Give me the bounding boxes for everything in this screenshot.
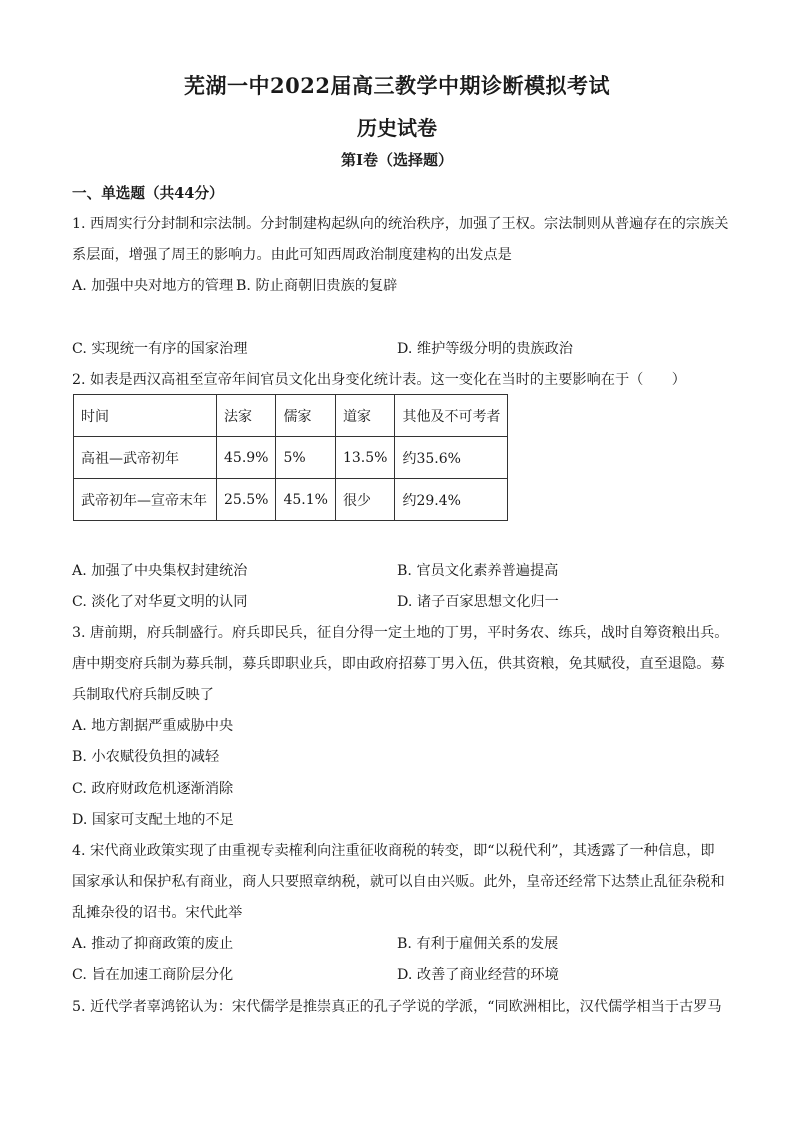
table-header-cell: 道家 bbox=[335, 395, 394, 437]
q3-stem-line-3: 兵制取代府兵制反映了 bbox=[72, 687, 214, 703]
q2-option-c: C. 淡化了对华夏文明的认同 bbox=[72, 594, 248, 610]
table-cell: 高祖—武帝初年 bbox=[74, 437, 217, 479]
q2-stem: 2. 如表是西汉高祖至宣帝年间官员文化出身变化统计表。这一变化在当时的主要影响在于（ ） bbox=[72, 372, 686, 388]
q3-stem-line-2: 唐中期变府兵制为募兵制，募兵即职业兵，即由政府招募丁男入伍，供其资粮，免其赋役，直至退隐。募 bbox=[72, 656, 725, 672]
subject-title: 历史试卷 bbox=[357, 116, 437, 140]
q1-stem-line-2: 系层面，增强了周王的影响力。由此可知西周政治制度建构的出发点是 bbox=[72, 247, 512, 263]
q4-option-a: A. 推动了抑商政策的废止 bbox=[72, 936, 234, 952]
table-cell: 武帝初年—宣帝末年 bbox=[74, 479, 217, 521]
q3-stem-line-1: 3. 唐前期，府兵制盛行。府兵即民兵，征自分得一定土地的丁男，平时务农、练兵，战时自筹资粮出兵。 bbox=[72, 625, 729, 641]
q1-option-a: A. 加强中央对地方的管理 bbox=[72, 278, 234, 294]
table-header-cell: 时间 bbox=[74, 395, 217, 437]
table-header-cell: 法家 bbox=[217, 395, 276, 437]
q1-option-d: D. 维护等级分明的贵族政治 bbox=[397, 341, 573, 357]
q2-option-b: B. 官员文化素养普遍提高 bbox=[397, 563, 559, 579]
exam-title: 芜湖一中2022届高三教学中期诊断模拟考试 bbox=[184, 73, 610, 98]
q4-option-c: C. 旨在加速工商阶层分化 bbox=[72, 967, 234, 983]
stat-table bbox=[73, 394, 508, 521]
table-cell: 25.5% bbox=[217, 479, 276, 521]
q1-option-c: C. 实现统一有序的国家治理 bbox=[72, 341, 248, 357]
q3-option-d: D. 国家可支配土地的不足 bbox=[72, 812, 234, 828]
table-row bbox=[74, 479, 508, 521]
table-cell: 5% bbox=[276, 437, 335, 479]
table-cell: 13.5% bbox=[335, 437, 394, 479]
q4-stem-line-1: 4. 宋代商业政策实现了由重视专卖榷利向注重征收商税的转变，即“以税代利”，其透露了一种信息，即 bbox=[72, 843, 715, 859]
q4-option-b: B. 有利于雇佣关系的发展 bbox=[397, 936, 559, 952]
q4-stem-line-2: 国家承认和保护私有商业，商人只要照章纳税，就可以自由兴贩。此外，皇帝还经常下达禁止乱征杂税和 bbox=[72, 874, 725, 890]
q3-option-c: C. 政府财政危机逐渐消除 bbox=[72, 781, 234, 797]
table-cell: 很少 bbox=[335, 479, 394, 521]
table-row bbox=[74, 437, 508, 479]
table-cell: 约29.4% bbox=[395, 479, 508, 521]
table-header-cell: 儒家 bbox=[276, 395, 335, 437]
table-cell: 约35.6% bbox=[395, 437, 508, 479]
q4-option-d: D. 改善了商业经营的环境 bbox=[397, 967, 559, 983]
q1-stem-line-1: 1. 西周实行分封制和宗法制。分封制建构起纵向的统治秩序，加强了王权。宗法制则从普遍存在的宗族关 bbox=[72, 216, 729, 232]
table-cell: 45.9% bbox=[217, 437, 276, 479]
q3-option-a: A. 地方割据严重威胁中央 bbox=[72, 718, 234, 734]
part-title: 第Ⅰ卷（选择题） bbox=[340, 151, 454, 169]
q2-option-d: D. 诸子百家思想文化归一 bbox=[397, 594, 559, 610]
table-header-row bbox=[74, 395, 508, 437]
q2-option-a: A. 加强了中央集权封建统治 bbox=[72, 563, 248, 579]
section-heading: 一、单选题（共44分） bbox=[72, 185, 224, 202]
q1-option-b: B. 防止商朝旧贵族的复辟 bbox=[236, 278, 398, 294]
q3-option-b: B. 小农赋役负担的减轻 bbox=[72, 749, 220, 765]
table-cell: 45.1% bbox=[276, 479, 335, 521]
table-header-cell: 其他及不可考者 bbox=[395, 395, 508, 437]
q4-stem-line-3: 乱摊杂役的诏书。宋代此举 bbox=[72, 905, 243, 921]
q5-stem-line-1: 5. 近代学者辜鸿铭认为：宋代儒学是推崇真正的孔子学说的学派，“同欧洲相比，汉代儒学相当于古罗马 bbox=[72, 999, 722, 1015]
